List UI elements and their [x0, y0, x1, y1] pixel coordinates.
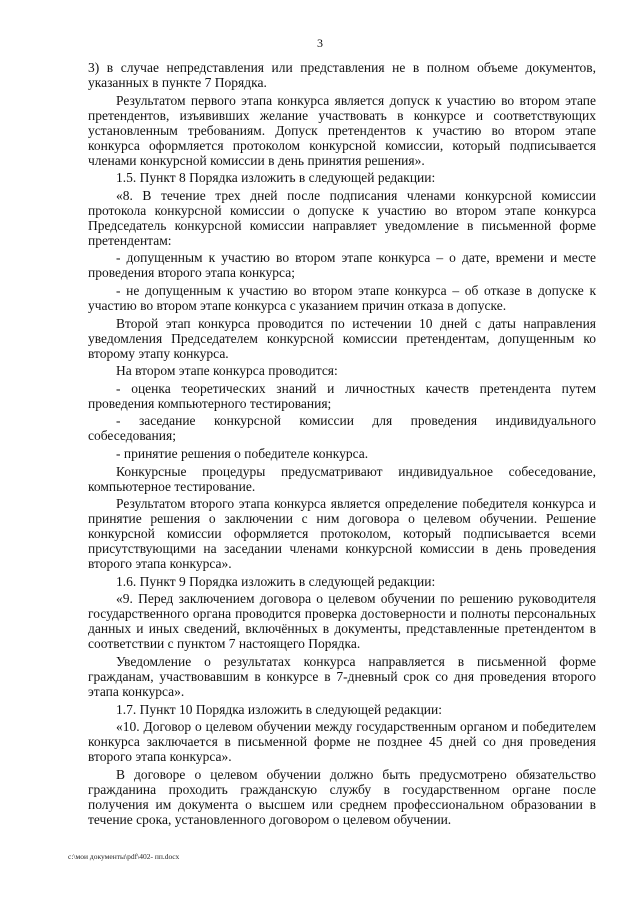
paragraph-point-8: «8. В течение трех дней после подписания членами конкурсной комиссии протокола конкурсной комиссии о допуске к участию во втором этапе конкурса Председатель конкурсной комиссии направляет уведомление в письменной форме претендентам: [88, 187, 596, 248]
list-item-not-admitted: - не допущенным к участию во втором этапе конкурса – об отказе в допуске к участию во втором этапе конкурса с указанием причин отказа в допуске. [88, 282, 596, 313]
footer-file-path: c:\мои документы\pdf\402- пп.docx [68, 852, 180, 861]
paragraph-clause-1-7: 1.7. Пункт 10 Порядка изложить в следующей редакции: [116, 701, 443, 717]
paragraph-clause-1-6: 1.6. Пункт 9 Порядка изложить в следующей редакции: [116, 573, 436, 589]
paragraph-first-stage-result: Результатом первого этапа конкурса является допуск к участию во втором этапе претендентов, изъявивших желание участвовать в конкурсе и соответствующих установленным требованиям. Допуск претендентов к участию во втором этапе конкурса оформляется протоколом конкурсной комиссии, который подписывается членами конкурсной комиссии в день принятия решения». [88, 92, 596, 168]
paragraph-clause-1-5: 1.5. Пункт 8 Порядка изложить в следующей редакции: [116, 170, 436, 186]
list-item-testing: - оценка теоретических знаний и личностных качеств претендента путем проведения компьютерного тестирования; [88, 380, 596, 411]
document-body [88, 60, 596, 829]
list-item-interview: - заседание конкурсной комиссии для проведения индивидуального собеседования; [88, 413, 596, 444]
paragraph-second-stage-result: Результатом второго этапа конкурса является определение победителя конкурса и принятие решения о заключении с ним договора о целевом обучении. Решение конкурсной комиссии оформляется протоколом, который подписывается всеми присутствующими на заседании членами конкурсной комиссии в день проведения второго этапа конкурса». [88, 496, 596, 572]
paragraph-second-stage-timing: Второй этап конкурса проводится по истечении 10 дней с даты направления уведомления Председателем конкурсной комиссии претендентам, допущенным ко второму этапу конкурса. [88, 315, 596, 361]
paragraph-item-3: 3) в случае непредставления или представления не в полном объеме документов, указанных в пункте 7 Порядка. [88, 60, 596, 90]
paragraph-point-10: «10. Договор о целевом обучении между государственным органом и победителем конкурса заключается в письменной форме не позднее 45 дней со дня проведения второго этапа конкурса». [88, 719, 596, 765]
list-item-admitted: - допущенным к участию во втором этапе конкурса – о дате, времени и месте проведения второго этапа конкурса; [88, 250, 596, 281]
page-number: 3 [317, 36, 323, 50]
paragraph-point-9: «9. Перед заключением договора о целевом обучении по решению руководителя государственного органа проводится проверка достоверности и полноты персональных данных и иных сведений, включённых в документы, представленные претендентом в соответствии с пунктом 7 настоящего Порядка. [88, 591, 596, 652]
paragraph-notification: Уведомление о результатах конкурса направляется в письменной форме гражданам, участвовавшим в конкурсе в 7-дневный срок со дня проведения второго этапа конкурса». [88, 653, 596, 699]
list-item-decision: - принятие решения о победителе конкурса. [116, 445, 369, 461]
paragraph-contract-obligation: В договоре о целевом обучении должно быть предусмотрено обязательство гражданина проходить гражданскую службу в государственном органе после получения им документа о высшем или среднем профессиональном образовании в течение срока, установленного договором о целевом обучении. [88, 766, 596, 827]
paragraph-procedures: Конкурсные процедуры предусматривают индивидуальное собеседование, компьютерное тестирование. [88, 463, 596, 494]
paragraph-second-stage-intro: На втором этапе конкурса проводится: [116, 363, 338, 379]
